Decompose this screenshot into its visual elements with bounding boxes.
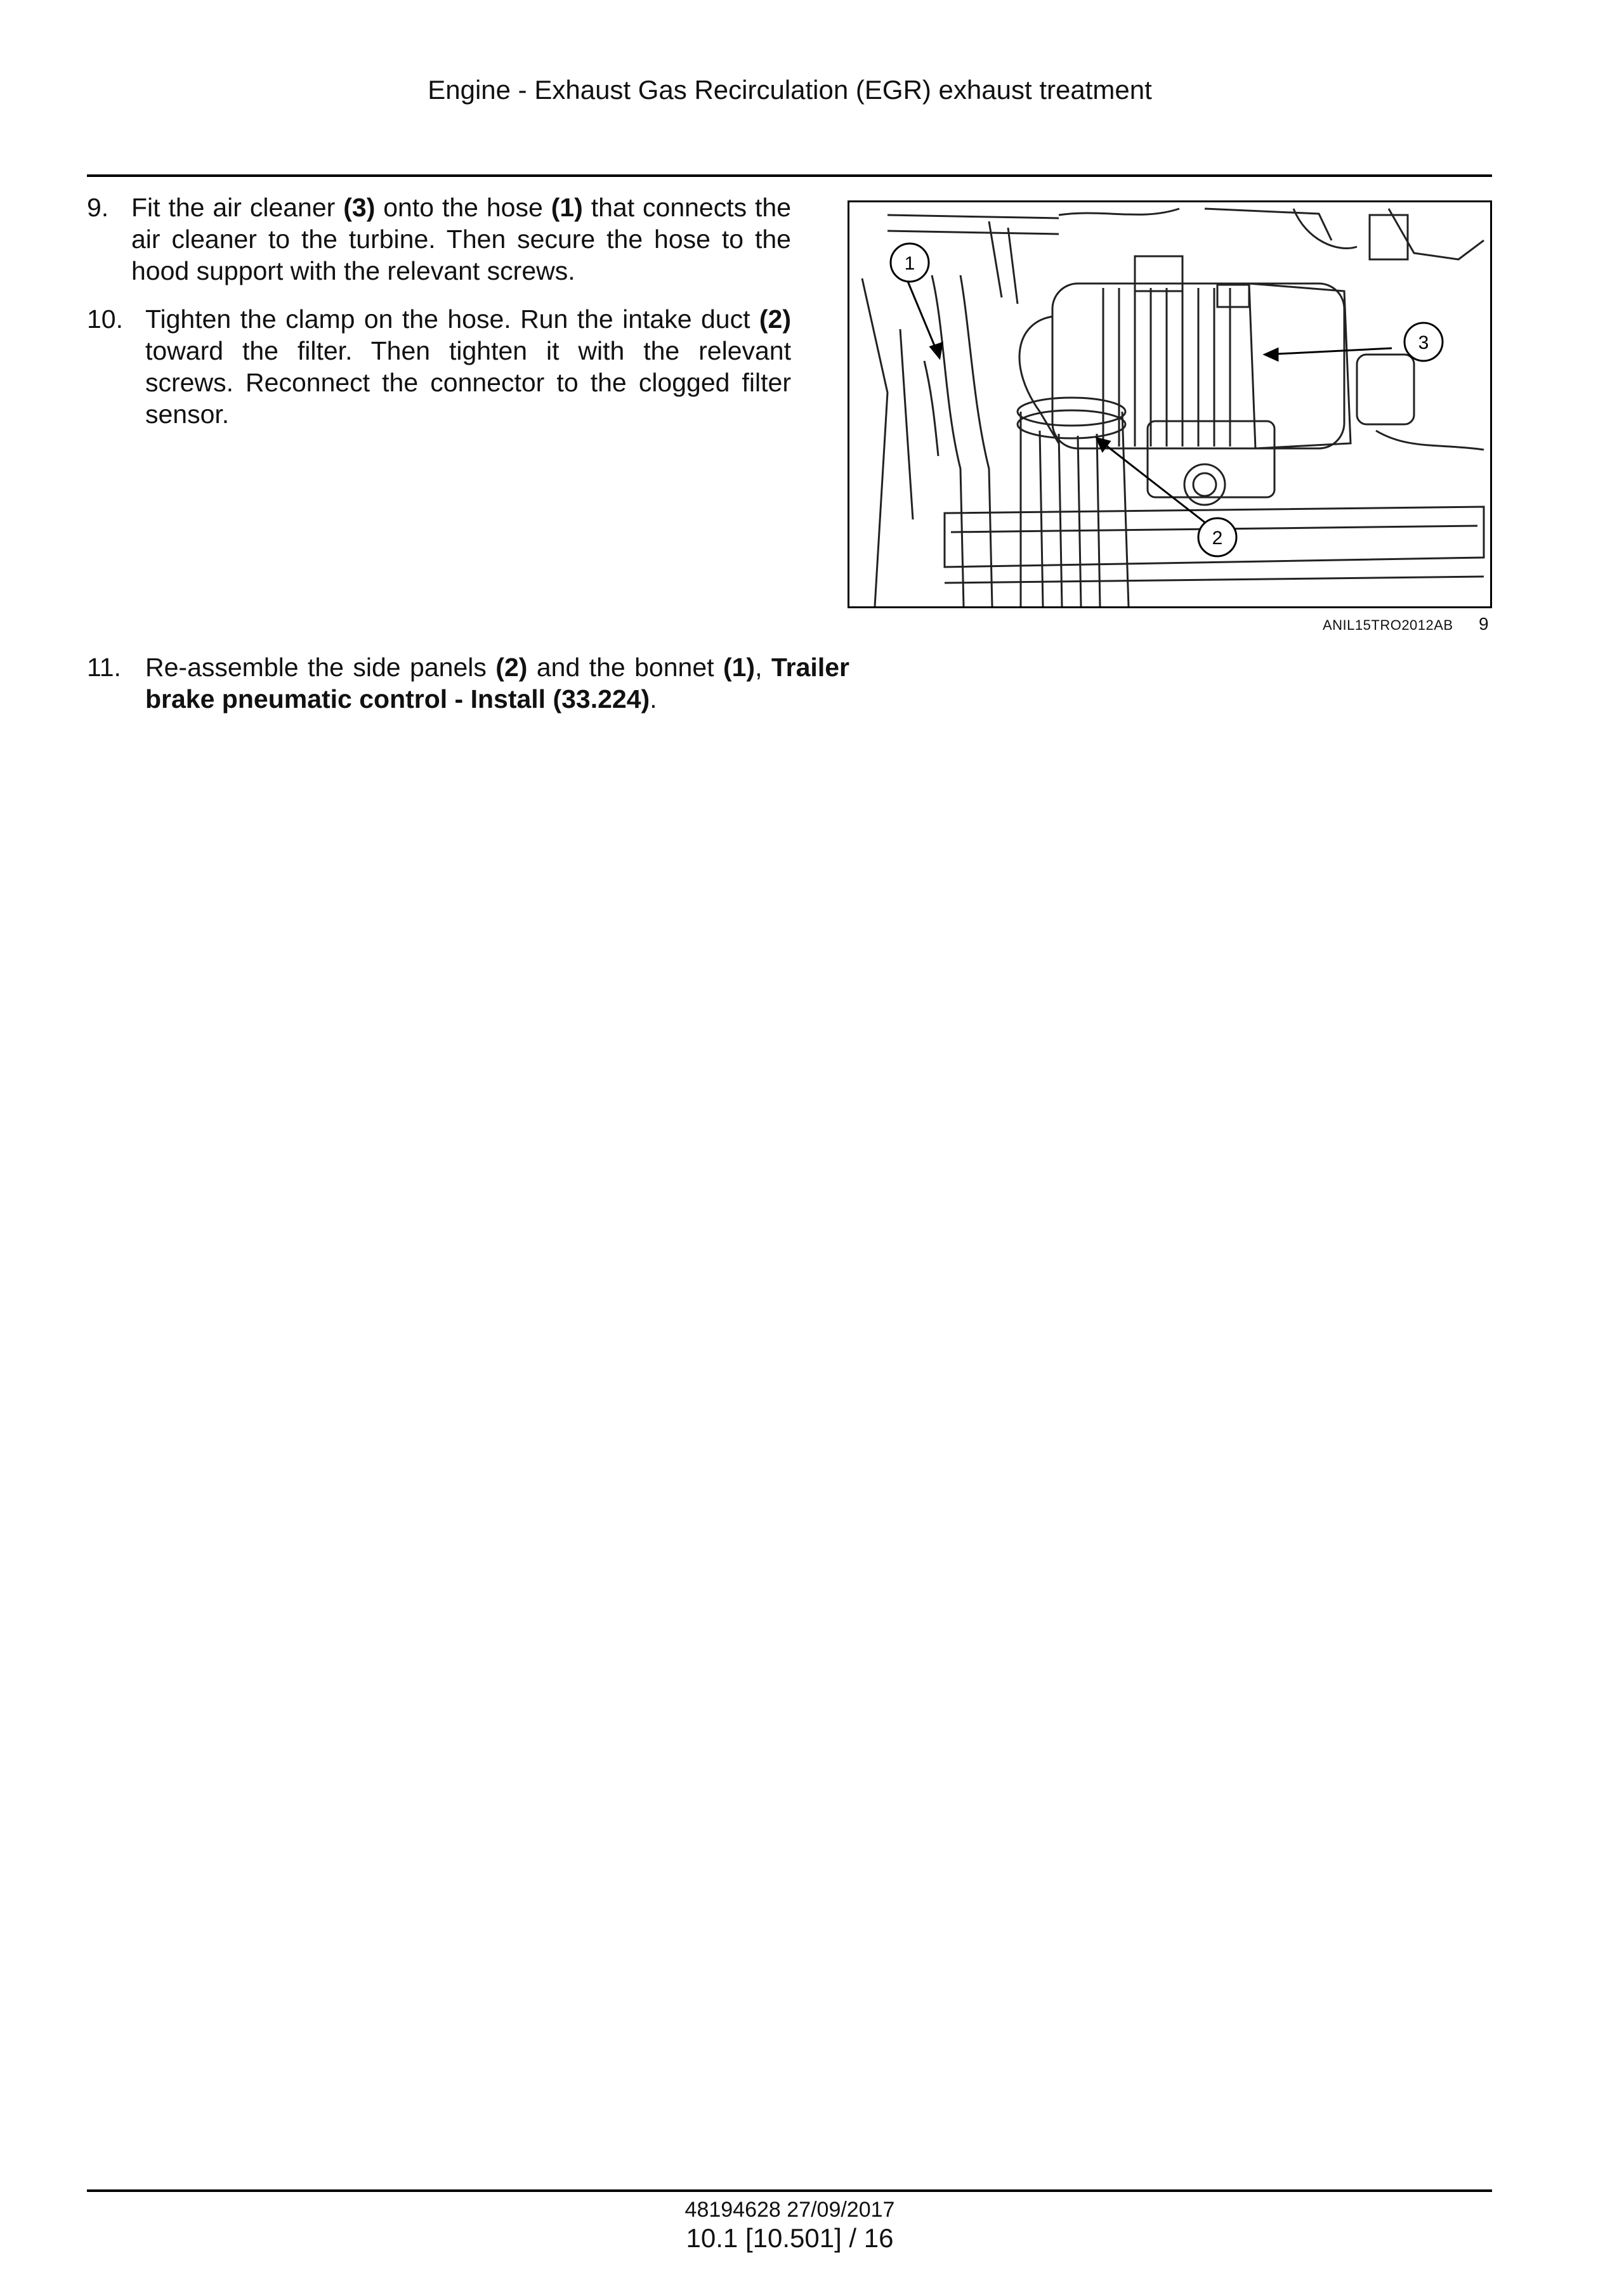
callout-ref: (2) [759,304,791,334]
step-text: Fit the air cleaner [131,193,344,222]
callout-ref: (1) [723,653,756,682]
step-text: , [755,653,771,682]
footer-doc-info: 48194628 27/09/2017 [684,2198,895,2222]
step-text: Re-assemble the side panels [145,653,496,682]
line-drawing [849,202,1490,606]
step-number: 10. [87,304,123,334]
figure-image-id: ANIL15TRO2012AB [1323,617,1453,633]
step-text: Tighten the clamp on the hose. Run the intake duct [145,304,759,334]
step-text: that connects the air cleaner to the turbine. Then secure the hose to the hood support with the relevant screws. [131,193,792,285]
procedure-link[interactable]: Trailer brake pneumatic control - Install (33.224) [145,653,849,714]
callout-label-2: 2 [1212,528,1223,549]
step-10 [87,303,791,430]
callout-ref: (2) [495,653,528,682]
callout-ref: (1) [551,193,583,222]
callout-label-3: 3 [1418,332,1429,353]
footer-rule [87,2189,1492,2192]
header-rule [87,174,1492,177]
page-header-title: Engine - Exhaust Gas Recirculation (EGR) exhaust treatment [428,75,1152,105]
step-number: 9. [87,193,109,222]
footer-page-ref: 10.1 [10.501] / 16 [686,2223,894,2253]
figure-number: 9 [1479,614,1489,634]
engine-air-cleaner-illustration [848,200,1492,608]
step-number: 11. [87,653,121,682]
step-11 [87,651,849,715]
step-text: . [650,684,657,714]
step-9 [87,192,791,287]
instruction-steps [87,192,791,430]
callout-label-1: 1 [904,253,915,274]
step-text: and the bonnet [527,653,723,682]
callout-ref: (3) [343,193,376,222]
step-text: onto the hose [375,193,551,222]
step-text: toward the filter. Then tighten it with the relevant screws. Reconnect the connector to the clogged filter sensor. [145,336,791,429]
